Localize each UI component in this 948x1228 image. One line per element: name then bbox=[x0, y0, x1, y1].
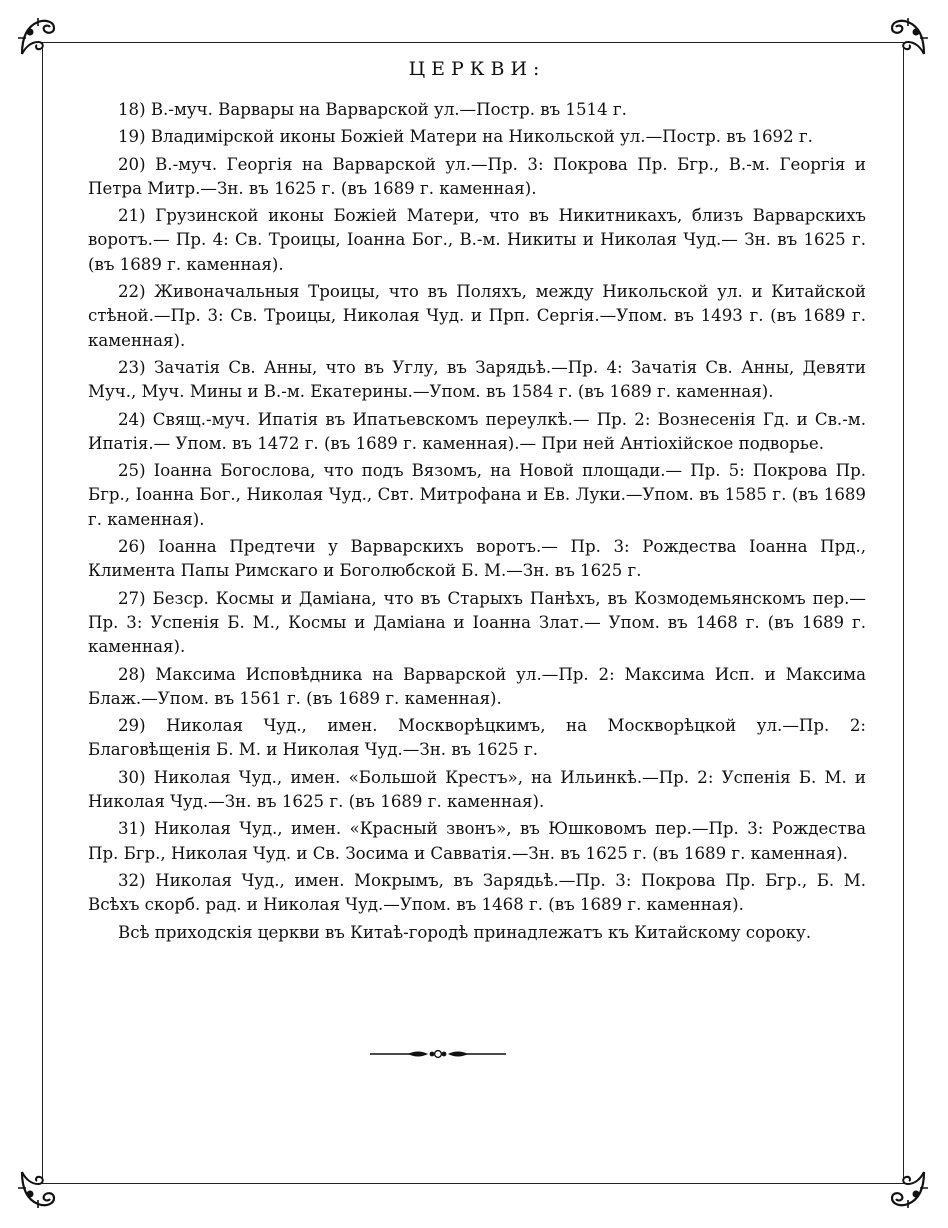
corner-ornament-icon bbox=[886, 16, 930, 60]
church-entry-31: 31) Николая Чуд., имен. «Красный звонъ», въ Юшковомъ пер.—Пр. 3: Рождества Пр. Бгр., Николая Чуд. и Св. Зосима и Савватія.—Зн. въ 1625 г. (въ 1689 г. каменная). bbox=[88, 819, 866, 863]
church-entry-21: 21) Грузинской иконы Божіей Матери, что въ Никитникахъ, близъ Варварскихъ воротъ.— Пр. 4: Св. Троицы, Іоанна Бог., В.-м. Никиты и Николая Чуд.— Зн. въ 1625 г. (въ 1689 г. каменная). bbox=[88, 206, 866, 274]
church-entry-24: 24) Свящ.-муч. Ипатія въ Ипатьевскомъ переулкѣ.— Пр. 2: Вознесенія Гд. и Св.-м. Ипатія.— Упом. въ 1472 г. (въ 1689 г. каменная).— При ней Антіохійское подворье. bbox=[88, 409, 866, 453]
church-entry-18: 18) В.-муч. Варвары на Варварской ул.—Постр. въ 1514 г. bbox=[118, 100, 627, 119]
church-entry-23: 23) Зачатія Св. Анны, что въ Углу, въ Зарядьѣ.—Пр. 4: Зачатія Св. Анны, Девяти Муч., Муч. Мины и В.-м. Екатерины.—Упом. въ 1584 г. (въ 1689 г. каменная). bbox=[88, 357, 866, 402]
church-entry-32: 32) Николая Чуд., имен. Мокрымъ, въ Зарядьѣ.—Пр. 3: Покрова Пр. Бгр., Б. М. Всѣхъ скорб. рад. и Николая Чуд.—Упом. въ 1468 г. (въ 1689 г. каменная). bbox=[88, 870, 866, 915]
corner-ornament-icon bbox=[16, 1166, 60, 1210]
church-entry-19: 19) Владимірской иконы Божіей Матери на Никольской ул.—Постр. въ 1692 г. bbox=[118, 127, 813, 147]
corner-ornament-icon bbox=[886, 1166, 930, 1210]
closing-note: Всѣ приходскія церкви въ Китаѣ-городѣ принадлежатъ къ Китайскому сороку. bbox=[118, 922, 812, 942]
church-entry-28: 28) Максима Исповѣдника на Варварской ул.—Пр. 2: Максима Исп. и Максима Блаж.—Упом. въ 1561 г. (въ 1689 г. каменная). bbox=[88, 664, 866, 708]
church-entry-27: 27) Безср. Космы и Даміана, что въ Старыхъ Панѣхъ, въ Козмодемьянскомъ пер.—Пр. 3: Успенія Б. М., Космы и Даміана и Іоанна Злат.— Упом. въ 1468 г. (въ 1689 г. каменная). bbox=[88, 588, 866, 657]
corner-ornament-icon bbox=[16, 16, 60, 60]
tailpiece-ornament-icon bbox=[368, 1046, 508, 1062]
church-entry-29: 29) Николая Чуд., имен. Москворѣцкимъ, на Москворѣцкой ул.—Пр. 2: Благовѣщенія Б. М. и Николая Чуд.—Зн. въ 1625 г. bbox=[88, 716, 866, 760]
church-entry-20: 20) В.-муч. Георгія на Варварской ул.—Пр. 3: Покрова Пр. Бгр., В.-м. Георгія и Петра Митр.—Зн. въ 1625 г. (въ 1689 г. каменная). bbox=[88, 154, 866, 198]
church-entry-25: 25) Іоанна Богослова, что подъ Вязомъ, на Новой площади.— Пр. 5: Покрова Пр. Бгр., Іоанна Бог., Николая Чуд., Свт. Митрофана и Ев. Луки.—Упом. въ 1585 г. (въ 1689 г. каменная). bbox=[88, 461, 866, 529]
page-title: ЦЕРКВИ: bbox=[408, 58, 546, 80]
church-entry-26: 26) Іоанна Предтечи у Варварскихъ воротъ.— Пр. 3: Рождества Іоанна Прд., Климента Папы Римскаго и Боголюбской Б. М.—Зн. въ 1625 г. bbox=[88, 537, 866, 581]
church-entry-30: 30) Николая Чуд., имен. «Большой Крестъ», на Ильинкѣ.—Пр. 2: Успенія Б. М. и Николая Чуд.—Зн. въ 1625 г. (въ 1689 г. каменная). bbox=[88, 767, 866, 812]
page-content bbox=[88, 58, 866, 945]
church-entry-22: 22) Живоначальныя Троицы, что въ Поляхъ, между Никольской ул. и Китайской стѣной.—Пр. 3: Св. Троицы, Николая Чуд. и Прп. Сергія.—Упом. въ 1493 г. (въ 1689 г. каменная). bbox=[88, 282, 866, 350]
